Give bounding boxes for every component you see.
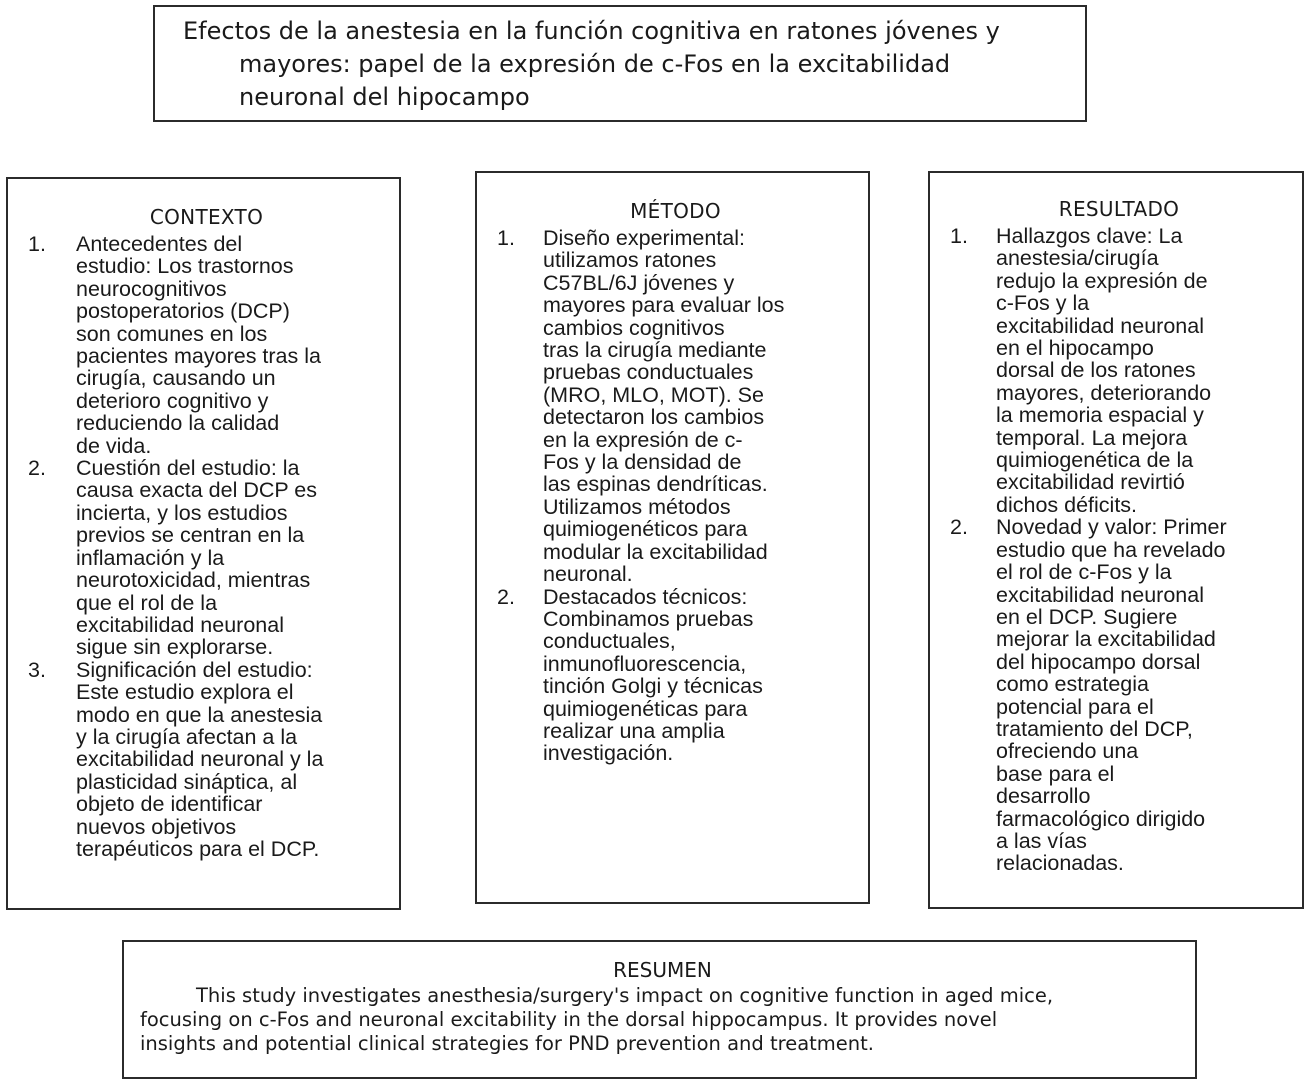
- resumen-line: This study investigates anesthesia/surgery's impact on cognitive function in aged mice,: [196, 984, 1054, 1007]
- title-box: [153, 5, 1087, 122]
- resultado-item: [944, 225, 1294, 516]
- resumen-heading: RESUMEN: [613, 958, 712, 982]
- item-line: las espinas dendríticas.: [543, 472, 768, 497]
- item-line: nuevos objetivos: [76, 814, 237, 839]
- item-text: [543, 586, 860, 765]
- item-line: Este estudio explora el: [76, 680, 294, 705]
- item-line: objeto de identificar: [76, 792, 263, 817]
- item-line: incierta, y los estudios: [76, 500, 288, 525]
- item-line: utilizamos ratones: [543, 248, 717, 273]
- item-line: farmacológico dirigido: [996, 806, 1206, 831]
- item-number: 1.: [950, 224, 968, 248]
- item-line: neuronal.: [543, 562, 633, 587]
- contexto-box: [6, 177, 401, 910]
- item-line: plasticidad sináptica, al: [76, 769, 298, 794]
- item-text: [76, 457, 391, 659]
- item-line: como estrategia: [996, 672, 1149, 697]
- contexto-list: [22, 233, 391, 860]
- item-line: tras la cirugía mediante: [543, 338, 767, 363]
- item-line: mayores, deteriorando: [996, 380, 1212, 405]
- item-line: pacientes mayores tras la: [76, 344, 321, 369]
- item-text: [76, 659, 391, 861]
- title-line: Efectos de la anestesia en la función cognitiva en ratones jóvenes y: [183, 17, 1000, 45]
- item-line: estudio que ha revelado: [996, 537, 1226, 562]
- item-line: base para el: [996, 761, 1115, 786]
- item-line: tratamiento del DCP,: [996, 716, 1193, 741]
- item-line: de vida.: [76, 433, 152, 458]
- item-text: [543, 227, 860, 586]
- item-line: potencial para el: [996, 694, 1154, 719]
- item-line: excitabilidad neuronal y la: [76, 747, 324, 772]
- item-number: 2.: [497, 584, 515, 609]
- title-line: mayores: papel de la expresión de c-Fos en la excitabilidad: [239, 50, 951, 78]
- item-number: 1.: [28, 232, 46, 256]
- item-line: dichos déficits.: [996, 492, 1138, 517]
- item-line: detectaron los cambios: [543, 405, 765, 430]
- item-line: Fos y la densidad de: [543, 450, 742, 475]
- item-line: mejorar la excitabilidad: [996, 627, 1216, 652]
- resultado-box: [928, 171, 1304, 909]
- item-line: inflamación y la: [76, 545, 225, 570]
- item-line: neurocognitivos: [76, 276, 227, 301]
- contexto-item: [22, 233, 391, 457]
- item-line: Significación del estudio:: [76, 657, 313, 682]
- item-line: temporal. La mejora: [996, 425, 1188, 450]
- item-line: que el rol de la: [76, 590, 218, 615]
- item-line: Utilizamos métodos: [543, 494, 731, 519]
- item-line: son comunes en los: [76, 321, 268, 346]
- item-number: 2.: [950, 515, 968, 540]
- item-line: deterioro cognitivo y: [76, 388, 269, 413]
- title-line: neuronal del hipocampo: [239, 83, 530, 111]
- item-line: modo en que la anestesia: [76, 702, 323, 727]
- item-text: [76, 233, 391, 457]
- metodo-box: [475, 171, 870, 904]
- metodo-item: [491, 227, 860, 586]
- item-line: conductuales,: [543, 629, 676, 654]
- item-line: en el DCP. Sugiere: [996, 604, 1178, 629]
- item-text: [996, 516, 1294, 875]
- item-line: Cuestión del estudio: la: [76, 456, 300, 481]
- item-line: tinción Golgi y técnicas: [543, 674, 763, 699]
- item-line: Antecedentes del: [76, 232, 243, 256]
- item-line: Diseño experimental:: [543, 226, 745, 250]
- item-line: excitabilidad revirtió: [996, 470, 1185, 495]
- item-line: neurotoxicidad, mientras: [76, 568, 311, 593]
- item-number: 1.: [497, 226, 515, 250]
- item-line: dorsal de los ratones: [996, 358, 1196, 383]
- item-line: c-Fos y la: [996, 291, 1090, 316]
- item-line: Novedad y valor: Primer: [996, 515, 1227, 540]
- item-line: modular la excitabilidad: [543, 539, 768, 564]
- item-line: quimiogenéticos para: [543, 517, 748, 542]
- item-line: realizar una amplia: [543, 718, 725, 743]
- item-line: sigue sin explorarse.: [76, 635, 274, 660]
- item-line: excitabilidad neuronal: [996, 582, 1204, 607]
- item-line: en la expresión de c-: [543, 427, 743, 452]
- item-number: 3.: [28, 657, 46, 682]
- item-number: 2.: [28, 456, 46, 481]
- contexto-heading: CONTEXTO: [149, 205, 264, 229]
- item-line: mayores para evaluar los: [543, 293, 785, 318]
- item-line: pruebas conductuales: [543, 360, 754, 385]
- item-line: del hipocampo dorsal: [996, 649, 1201, 674]
- metodo-list: [491, 227, 860, 765]
- contexto-item: [22, 659, 391, 861]
- item-line: anestesia/cirugía: [996, 246, 1159, 271]
- item-line: Combinamos pruebas: [543, 606, 754, 631]
- item-line: la memoria espacial y: [996, 403, 1204, 428]
- resumen-line: insights and potential clinical strategies for PND prevention and treatment.: [140, 1032, 874, 1055]
- item-line: en el hipocampo: [996, 336, 1154, 361]
- item-line: desarrollo: [996, 784, 1091, 809]
- item-line: quimiogenética de la: [996, 448, 1194, 473]
- item-line: reduciendo la calidad: [76, 411, 280, 436]
- item-line: excitabilidad neuronal: [996, 313, 1204, 338]
- item-line: postoperatorios (DCP): [76, 299, 290, 324]
- item-line: cambios cognitivos: [543, 315, 725, 340]
- resultado-item: [944, 516, 1294, 875]
- item-text: [996, 225, 1294, 516]
- resumen-line: focusing on c-Fos and neuronal excitability in the dorsal hippocampus. It provides novel: [140, 1008, 998, 1031]
- item-line: excitabilidad neuronal: [76, 612, 284, 637]
- contexto-item: [22, 457, 391, 659]
- item-line: quimiogenéticas para: [543, 696, 748, 721]
- item-line: ofreciendo una: [996, 739, 1139, 764]
- resultado-heading: RESULTADO: [1058, 197, 1180, 221]
- item-line: estudio: Los trastornos: [76, 254, 294, 279]
- item-line: cirugía, causando un: [76, 366, 276, 391]
- item-line: (MRO, MLO, MOT). Se: [543, 382, 764, 407]
- metodo-heading: MÉTODO: [630, 199, 721, 223]
- metodo-item: [491, 586, 860, 765]
- item-line: previos se centran en la: [76, 523, 305, 548]
- item-line: y la cirugía afectan a la: [76, 724, 298, 749]
- item-line: redujo la expresión de: [996, 268, 1208, 293]
- item-line: inmunofluorescencia,: [543, 651, 747, 676]
- item-line: terapéuticos para el DCP.: [76, 836, 320, 861]
- item-line: C57BL/6J jóvenes y: [543, 270, 735, 295]
- item-line: Hallazgos clave: La: [996, 224, 1183, 248]
- item-line: Destacados técnicos:: [543, 584, 748, 609]
- resumen-box: [122, 940, 1197, 1079]
- item-line: a las vías: [996, 828, 1087, 853]
- item-line: causa exacta del DCP es: [76, 478, 318, 503]
- item-line: el rol de c-Fos y la: [996, 560, 1172, 585]
- item-line: relacionadas.: [996, 851, 1124, 876]
- item-line: investigación.: [543, 741, 674, 766]
- resultado-list: [944, 225, 1294, 875]
